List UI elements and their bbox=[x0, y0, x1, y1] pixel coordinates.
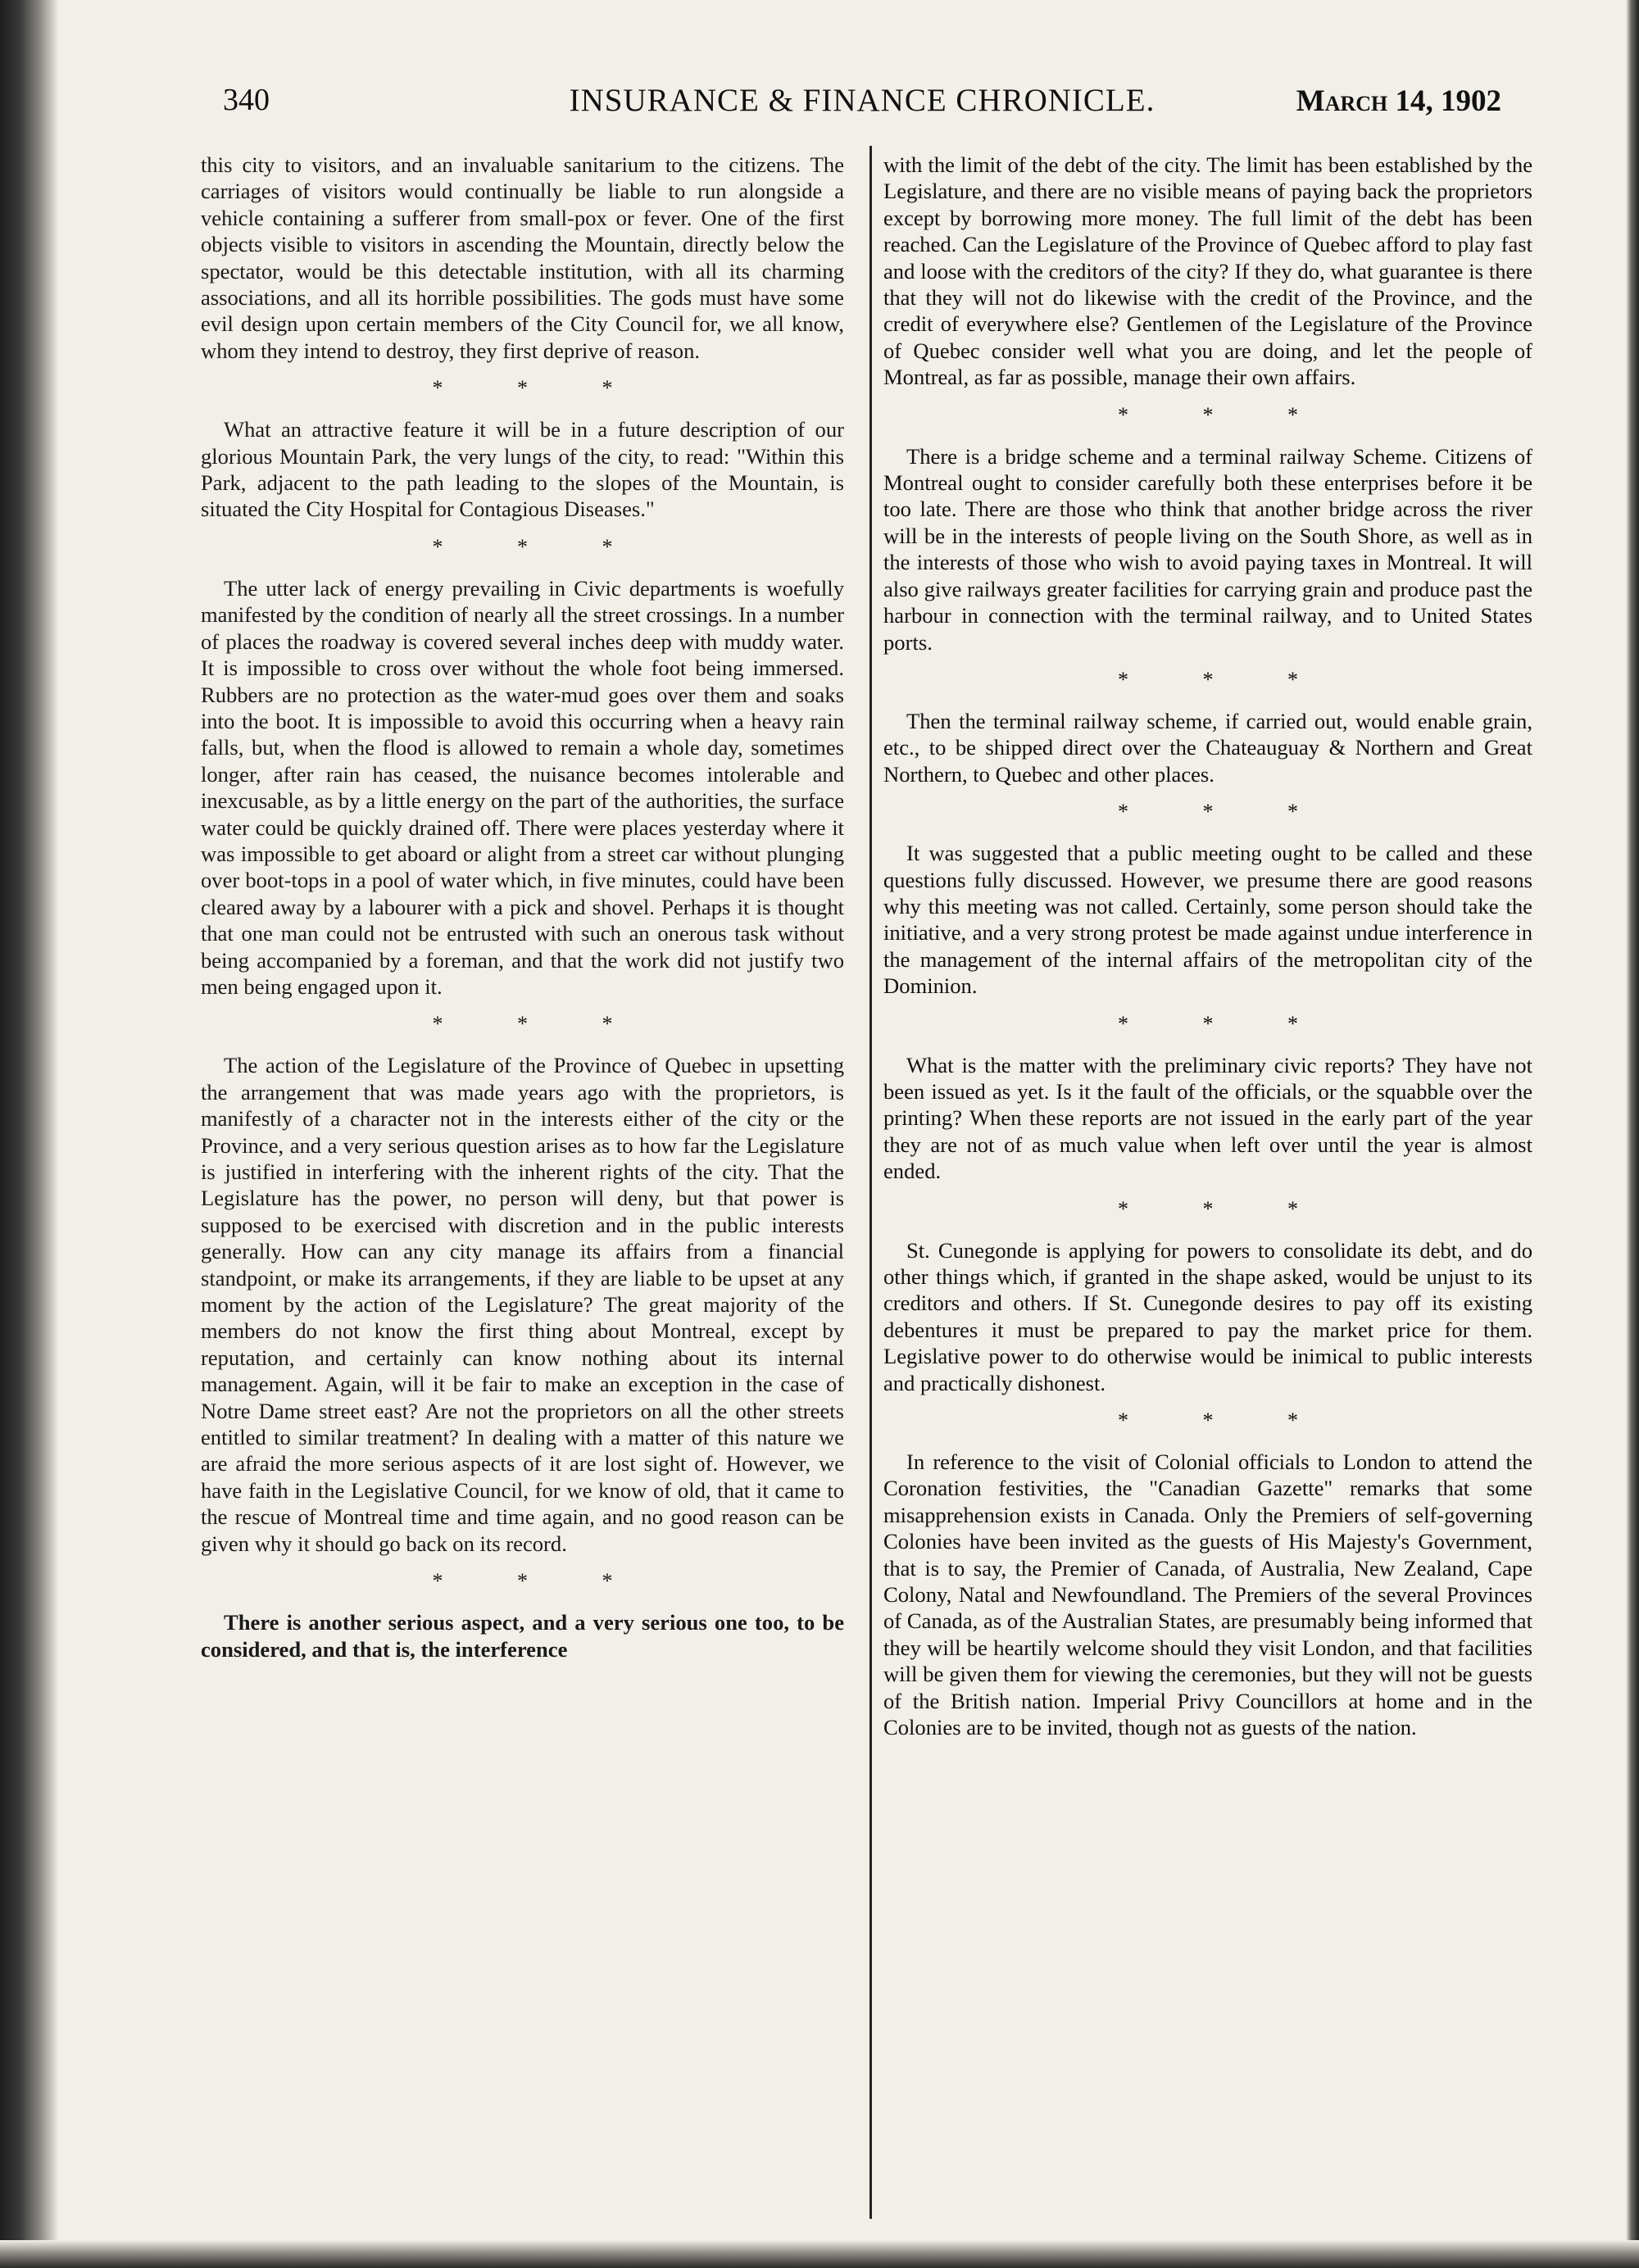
section-separator: * * * bbox=[432, 534, 647, 559]
article-paragraph: What is the matter with the preliminary civic reports? They have not been issued as yet. Is it the fault of the officials, or the squabble over the printing? When these reports are not issued in the early part of the year they are not of as much value when left over until the year is almost ended. bbox=[883, 1052, 1532, 1184]
article-paragraph: There is another serious aspect, and a very serious one too, to be considered, and that is, the interference bbox=[201, 1610, 844, 1662]
right-column bbox=[883, 152, 1532, 2249]
section-separator: * * * bbox=[432, 1569, 647, 1594]
page-edge-right bbox=[1626, 0, 1639, 2268]
section-separator: * * * bbox=[1118, 1196, 1333, 1221]
section-separator: * * * bbox=[432, 1012, 647, 1036]
column-divider bbox=[869, 146, 872, 2219]
article-paragraph: The action of the Legislature of the Province of Quebec in upsetting the arrangement that was made years ago with the proprietors, is manifestly of a character not in the interests either of the city or the Province, and a very serious question arises as to how far the Legislature is justified in interfering with the inherent rights of the city. That the Legislature has the power, no person will deny, but that power is supposed to be exercised with discretion and in the public interests generally. How can any city manage its affairs from a financial standpoint, or make its arrangements, if they are liable to be upset at any moment by the action of the Legislature? The great majority of the members do not know the first thing about Montreal, except by reputation, and certainly can know nothing about its internal management. Again, will it be fair to make an exception in the case of Notre Dame street east? Are not the proprietors on all the other streets entitled to similar treatment? In dealing with a matter of this nature we are afraid the more serious aspects of it are lost sight of. However, we have faith in the Legislative Council, for we know of old, that it came to the rescue of Montreal time and time again, and no good reason can be given why it should go back on its record. bbox=[201, 1053, 844, 1556]
article-paragraph: In reference to the visit of Colonial officials to London to attend the Coronation festivities, the "Canadian Gazette" remarks that some misapprehension exists in Canada. Only the Premiers of self-governing Colonies have been invited as the guests of His Majesty's Government, that is to say, the Premier of Canada, of Australia, New Zealand, Cape Colony, Natal and Newfoundland. The Premiers of the several Provinces of Canada, as of the Australian States, are presumably being informed that they will be heartily welcome should they visit London, and that facilities will be given them for viewing the ceremonies, but they will not be guests of the British nation. Imperial Privy Councillors at home and in the Colonies are to be invited, though not as guests of the nation. bbox=[883, 1449, 1532, 1740]
article-paragraph: with the limit of the debt of the city. The limit has been established by the Legislature, and there are no visible means of paying back the proprietors except by borrowing more money. The full limit of the debt has been reached. Can the Legislature of the Province of Quebec afford to play fast and loose with the creditors of the city? If they do, what guarantee is there that they will not do likewise with the credit of the Province, and the credit of everywhere else? Gentlemen of the Legislature of the Province of Quebec consider well what you are doing, and let the people of Montreal, as far as possible, manage their own affairs. bbox=[883, 152, 1532, 390]
section-separator: * * * bbox=[432, 376, 647, 401]
section-separator: * * * bbox=[1118, 402, 1333, 427]
section-separator: * * * bbox=[1118, 1408, 1333, 1433]
article-paragraph: Then the terminal railway scheme, if carried out, would enable grain, etc., to be shipped direct over the Chateauguay & Northern and Great Northern, to Quebec and other places. bbox=[883, 708, 1532, 787]
article-paragraph: There is a bridge scheme and a terminal railway Scheme. Citizens of Montreal ought to consider carefully both these enterprises before it be too late. There are those who think that another bridge across the river will be in the interests of people living on the South Shore, as well as in the interests of those who wish to avoid paying taxes in Montreal. It will also give railways greater facilities for carrying grain and produce past the harbour in connection with the terminal railway, and to United States ports. bbox=[883, 443, 1532, 655]
binding-shadow-left bbox=[0, 0, 57, 2268]
section-separator: * * * bbox=[1118, 667, 1333, 692]
article-paragraph: What an attractive feature it will be in a future description of our glorious Mountain Park, the very lungs of the city, to read: "Within this Park, adjacent to the path leading to the slopes of the Mountain, is situated the City Hospital for Contagious Diseases." bbox=[201, 417, 844, 522]
article-paragraph: St. Cunegonde is applying for powers to consolidate its debt, and do other things which, if granted in the shape asked, would be unjust to its creditors and others. If St. Cunegonde desires to pay off its existing debentures it must be prepared to pay the market price for them. Legislative power to do otherwise would be inimical to public interests and practically dishonest. bbox=[883, 1237, 1532, 1395]
article-paragraph: this city to visitors, and an invaluable sanitarium to the citizens. The carriages of visitors would continually be liable to run alongside a vehicle containing a sufferer from small-pox or fever. One of the first objects visible to visitors in ascending the Mountain, directly below the spectator, would be this detectable institution, with all its charming associations, and all its horrible possibilities. The gods must have some evil design upon certain members of the City Council for, we all know, whom they intend to destroy, they first deprive of reason. bbox=[201, 152, 844, 363]
section-separator: * * * bbox=[1118, 1011, 1333, 1036]
running-header bbox=[223, 82, 1501, 128]
article-paragraph: It was suggested that a public meeting ought to be called and these questions fully discussed. However, we presume there are good reasons why this meeting was not called. Certainly, some person should take the initiative, and a very strong protest be made against undue interference in the management of the internal affairs of the metropolitan city of the Dominion. bbox=[883, 841, 1532, 999]
section-separator: * * * bbox=[1118, 800, 1333, 824]
article-paragraph: The utter lack of energy prevailing in Civic departments is woefully manifested by the condition of nearly all the street crossings. In a number of places the roadway is covered several inches deep with muddy water. It is impossible to cross over without the whole foot being immersed. Rubbers are no protection as the water-mud goes over them and soaks into the boot. It is impossible to avoid this occurring when a heavy rain falls, but, when the flood is allowed to remain a whole day, sometimes longer, after rain has ceased, the nuisance becomes intolerable and inexcusable, as by a little energy on the part of the authorities, the surface water could be quickly drained off. There were places yesterday where it was impossible to get aboard or alight from a street car without plunging over boot-tops in a pool of water which, in five minutes, could have been cleared away by a labourer with a pick and shovel. Perhaps it is thought that one man could not be entrusted with such an onerous task without being accompanied by a foreman, and that the work did not justify two men being engaged upon it. bbox=[201, 575, 844, 999]
left-column bbox=[201, 152, 844, 2249]
journal-title: INSURANCE & FINANCE CHRONICLE. bbox=[569, 83, 1155, 118]
page-number: 340 bbox=[223, 83, 270, 117]
issue-date: March 14, 1902 bbox=[1296, 84, 1501, 118]
